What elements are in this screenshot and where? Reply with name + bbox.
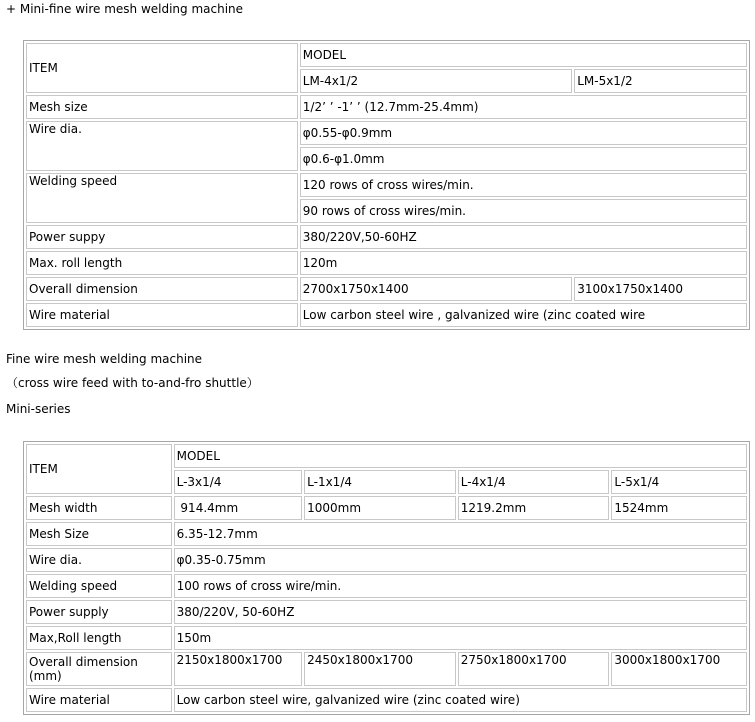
table-row <box>26 173 747 197</box>
row-value: 120m <box>300 251 747 275</box>
row-value: 380/220V, 50-60HZ <box>174 600 747 624</box>
row-value: 1000mm <box>304 496 456 520</box>
row-label: Overall dimension (mm) <box>26 652 172 686</box>
row-value: 1524mm <box>611 496 747 520</box>
row-value: 150m <box>174 626 747 650</box>
row-label: Wire dia. <box>26 121 298 171</box>
model-cell: L-5x1/4 <box>611 470 747 494</box>
model-cell: LM-4x1/2 <box>300 69 572 93</box>
row-label: Wire material <box>26 688 172 712</box>
row-value: 120 rows of cross wires/min. <box>300 173 747 197</box>
table-row <box>26 444 747 468</box>
table-row <box>26 496 747 520</box>
row-value: 380/220V,50-60HZ <box>300 225 747 249</box>
row-label: Welding speed <box>26 574 172 598</box>
row-value: Low carbon steel wire, galvanized wire (zinc coated wire) <box>174 688 747 712</box>
row-value: 2750x1800x1700 <box>458 652 610 686</box>
table-row <box>26 251 747 275</box>
table-row <box>26 121 747 145</box>
row-label: Welding speed <box>26 173 298 223</box>
row-label: Overall dimension <box>26 277 298 301</box>
row-value: 3000x1800x1700 <box>611 652 747 686</box>
table-row <box>26 600 747 624</box>
row-label: Max. roll length <box>26 251 298 275</box>
table-row <box>26 303 747 327</box>
row-value: 1219.2mm <box>458 496 610 520</box>
section1-heading: + Mini-fine wire mesh welding machine <box>6 2 244 16</box>
table-row <box>26 626 747 650</box>
section2-title: Fine wire mesh welding machine <box>6 352 203 366</box>
row-value: φ0.35-0.75mm <box>174 548 747 572</box>
table-row <box>26 688 747 712</box>
row-label: Wire material <box>26 303 298 327</box>
model-cell: L-3x1/4 <box>174 470 303 494</box>
item-header: ITEM <box>26 43 298 93</box>
row-value: 90 rows of cross wires/min. <box>300 199 747 223</box>
row-value: 2450x1800x1700 <box>304 652 456 686</box>
table-row <box>26 574 747 598</box>
table-row <box>26 95 747 119</box>
table-row <box>26 225 747 249</box>
section2-subtitle: （cross wire feed with to-and-fro shuttle） <box>6 376 259 390</box>
model-header: MODEL <box>174 444 747 468</box>
table-row <box>26 277 747 301</box>
row-value: φ0.55-φ0.9mm <box>300 121 747 145</box>
row-label: Wire dia. <box>26 548 172 572</box>
row-value: 2700x1750x1400 <box>300 277 572 301</box>
row-value: 3100x1750x1400 <box>574 277 747 301</box>
row-value: 1/2’ ’ -1’ ’ (12.7mm-25.4mm) <box>300 95 747 119</box>
row-value: 100 rows of cross wire/min. <box>174 574 747 598</box>
table-row <box>26 652 747 686</box>
row-label: Mesh Size <box>26 522 172 546</box>
row-label: Power supply <box>26 600 172 624</box>
model-cell: L-4x1/4 <box>458 470 610 494</box>
row-value: Low carbon steel wire , galvanized wire (zinc coated wire <box>300 303 747 327</box>
row-value: 6.35-12.7mm <box>174 522 747 546</box>
row-value: φ0.6-φ1.0mm <box>300 147 747 171</box>
row-label: Mesh size <box>26 95 298 119</box>
table-row <box>26 43 747 67</box>
model-cell: L-1x1/4 <box>304 470 456 494</box>
model-header: MODEL <box>300 43 747 67</box>
section2-series: Mini-series <box>6 402 71 416</box>
row-label: Max,Roll length <box>26 626 172 650</box>
row-label: Power suppy <box>26 225 298 249</box>
model-cell: LM-5x1/2 <box>574 69 747 93</box>
table-row <box>26 522 747 546</box>
row-label: Mesh width <box>26 496 172 520</box>
row-value: 2150x1800x1700 <box>174 652 303 686</box>
mini-series-spec-table <box>23 441 750 715</box>
row-value: 914.4mm <box>174 496 303 520</box>
item-header: ITEM <box>26 444 172 494</box>
table-row <box>26 548 747 572</box>
mini-fine-spec-table <box>23 40 750 330</box>
